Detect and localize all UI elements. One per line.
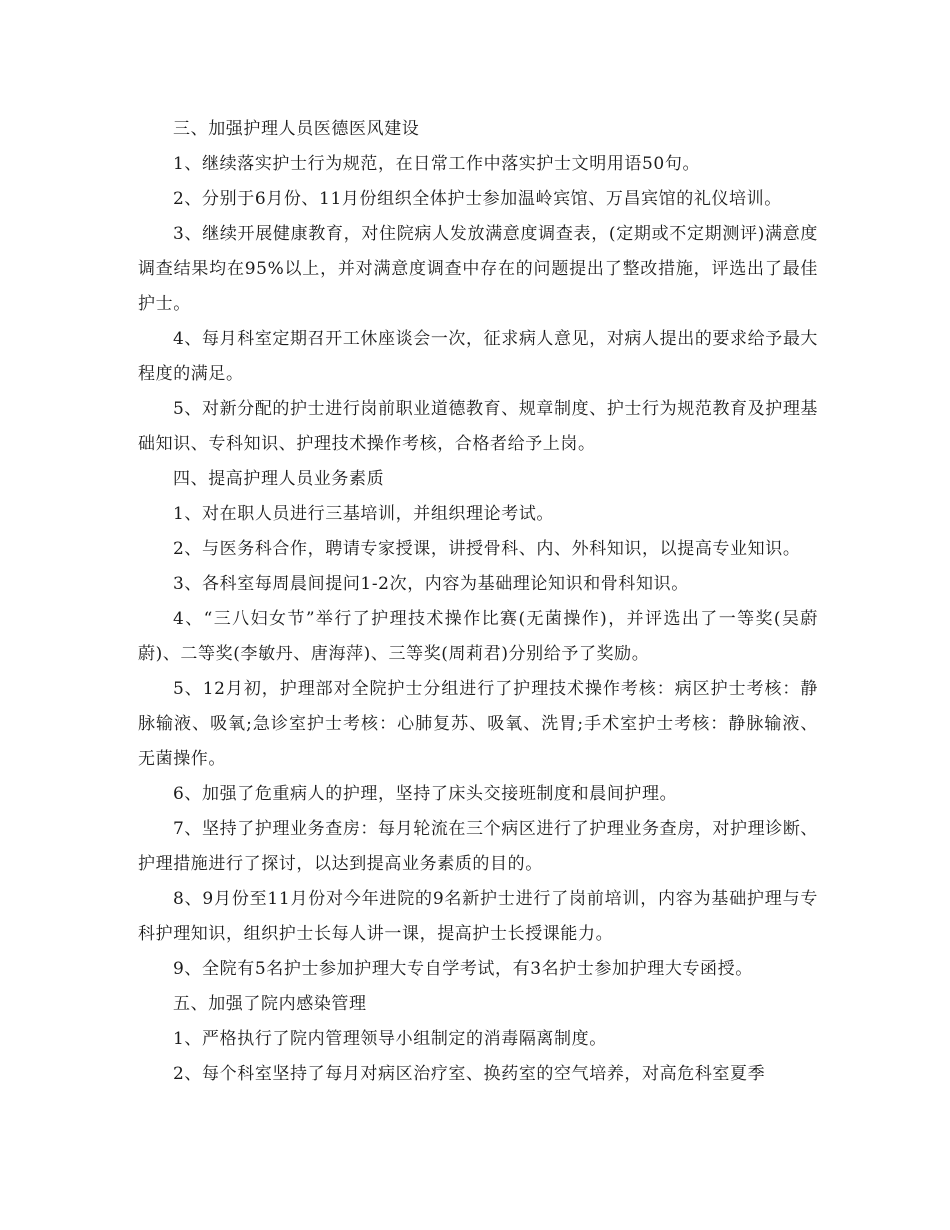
section-heading-5: 五、加强了院内感染管理	[173, 994, 367, 1014]
paragraph: 5、12月初，护理部对全院护士分组进行了护理技术操作考核：病区护士考核：静脉输液、吸氧;急诊室护士考核：心肺复苏、吸氧、洗胃;手术室护士考核：静脉输液、无菌操作。	[138, 679, 818, 769]
paragraph: 6、加强了危重病人的护理，坚持了床头交接班制度和晨间护理。	[173, 784, 678, 804]
paragraph: 8、9月份至11月份对今年进院的9名新护士进行了岗前培训，内容为基础护理与专科护理知识，组织护士长每人讲一课，提高护士长授课能力。	[138, 889, 818, 944]
section-heading-3: 三、加强护理人员医德医风建设	[173, 119, 420, 139]
paragraph: 4、“三八妇女节”举行了护理技术操作比赛(无菌操作)，并评选出了一等奖(吴蔚蔚)、二等奖(李敏丹、唐海萍)、三等奖(周莉君)分别给予了奖励。	[138, 609, 818, 664]
paragraph: 2、与医务科合作，聘请专家授课，讲授骨科、内、外科知识，以提高专业知识。	[173, 539, 801, 559]
paragraph: 1、对在职人员进行三基培训，并组织理论考试。	[173, 504, 555, 524]
section-heading-4: 四、提高护理人员业务素质	[173, 469, 385, 489]
paragraph: 1、继续落实护士行为规范，在日常工作中落实护士文明用语50句。	[173, 154, 701, 174]
paragraph: 9、全院有5名护士参加护理大专自学考试，有3名护士参加护理大专函授。	[173, 959, 753, 979]
document-body	[138, 112, 818, 1092]
paragraph: 5、对新分配的护士进行岗前职业道德教育、规章制度、护士行为规范教育及护理基础知识、专科知识、护理技术操作考核，合格者给予上岗。	[138, 399, 819, 454]
paragraph: 1、严格执行了院内管理领导小组制定的消毒隔离制度。	[173, 1029, 607, 1049]
paragraph: 3、各科室每周晨间提问1-2次，内容为基础理论知识和骨科知识。	[173, 574, 689, 594]
paragraph: 7、坚持了护理业务查房：每月轮流在三个病区进行了护理业务查房，对护理诊断、护理措施进行了探讨，以达到提高业务素质的目的。	[138, 819, 819, 874]
paragraph: 3、继续开展健康教育，对住院病人发放满意度调查表，(定期或不定期测评)满意度调查结果均在95%以上，并对满意度调查中存在的问题提出了整改措施，评选出了最佳护士。	[138, 224, 818, 314]
paragraph: 2、分别于6月份、11月份组织全体护士参加温岭宾馆、万昌宾馆的礼仪培训。	[173, 189, 782, 209]
paragraph: 4、每月科室定期召开工休座谈会一次，征求病人意见，对病人提出的要求给予最大程度的满足。	[138, 329, 819, 384]
paragraph: 2、每个科室坚持了每月对病区治疗室、换药室的空气培养，对高危科室夏季	[173, 1064, 766, 1084]
